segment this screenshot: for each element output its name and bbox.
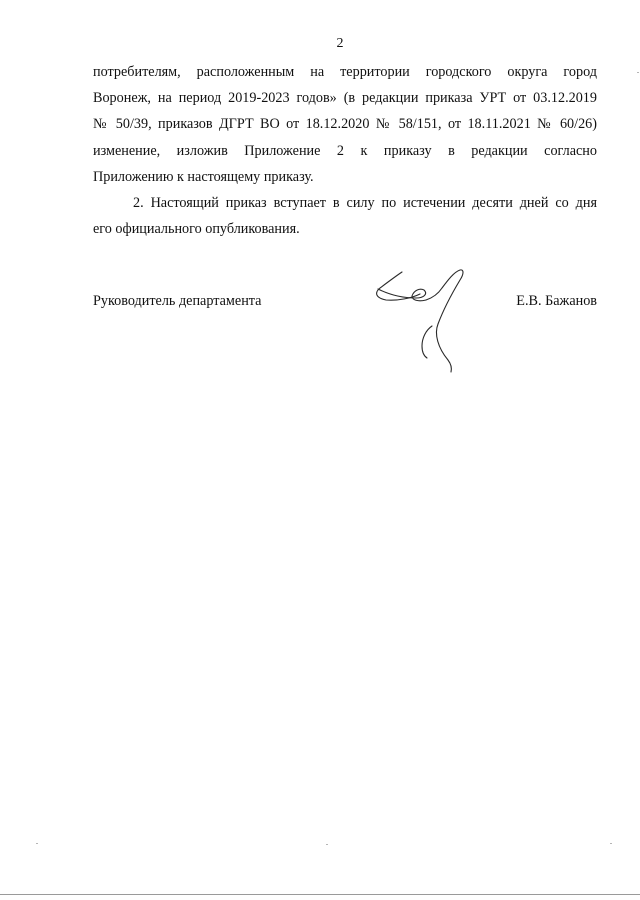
paragraph-1-line: потребителям, расположенным на территории городского округа город [93, 64, 597, 80]
scan-artifact [637, 72, 639, 73]
scan-artifact [326, 844, 328, 845]
paragraph-2-line: его официального опубликования. [93, 221, 300, 238]
paragraph-1-line: № 50/39, приказов ДГРТ ВО от 18.12.2020 № 58/151, от 18.11.2021 № 60/26) [93, 116, 597, 133]
paragraph-1-line: изменение, изложив Приложение 2 к приказу в редакции согласно [93, 142, 597, 159]
signer-name: Е.В. Бажанов [516, 293, 597, 309]
scan-edge-line [0, 894, 640, 895]
paragraph-1-line: Воронеж, на период 2019-2023 годов» (в редакции приказа УРТ от 03.12.2019 [93, 90, 597, 107]
paragraph-1-line: Приложению к настоящему приказу. [93, 168, 314, 185]
handwritten-signature [372, 268, 472, 378]
page-number: 2 [336, 36, 344, 51]
signer-title: Руководитель департамента [93, 293, 262, 309]
scan-artifact [610, 843, 612, 844]
signature-block [93, 287, 597, 317]
scan-artifact [36, 843, 38, 844]
document-body [93, 59, 597, 242]
paragraph-2-line: 2. Настоящий приказ вступает в силу по истечении десяти дней со дня [133, 194, 597, 211]
